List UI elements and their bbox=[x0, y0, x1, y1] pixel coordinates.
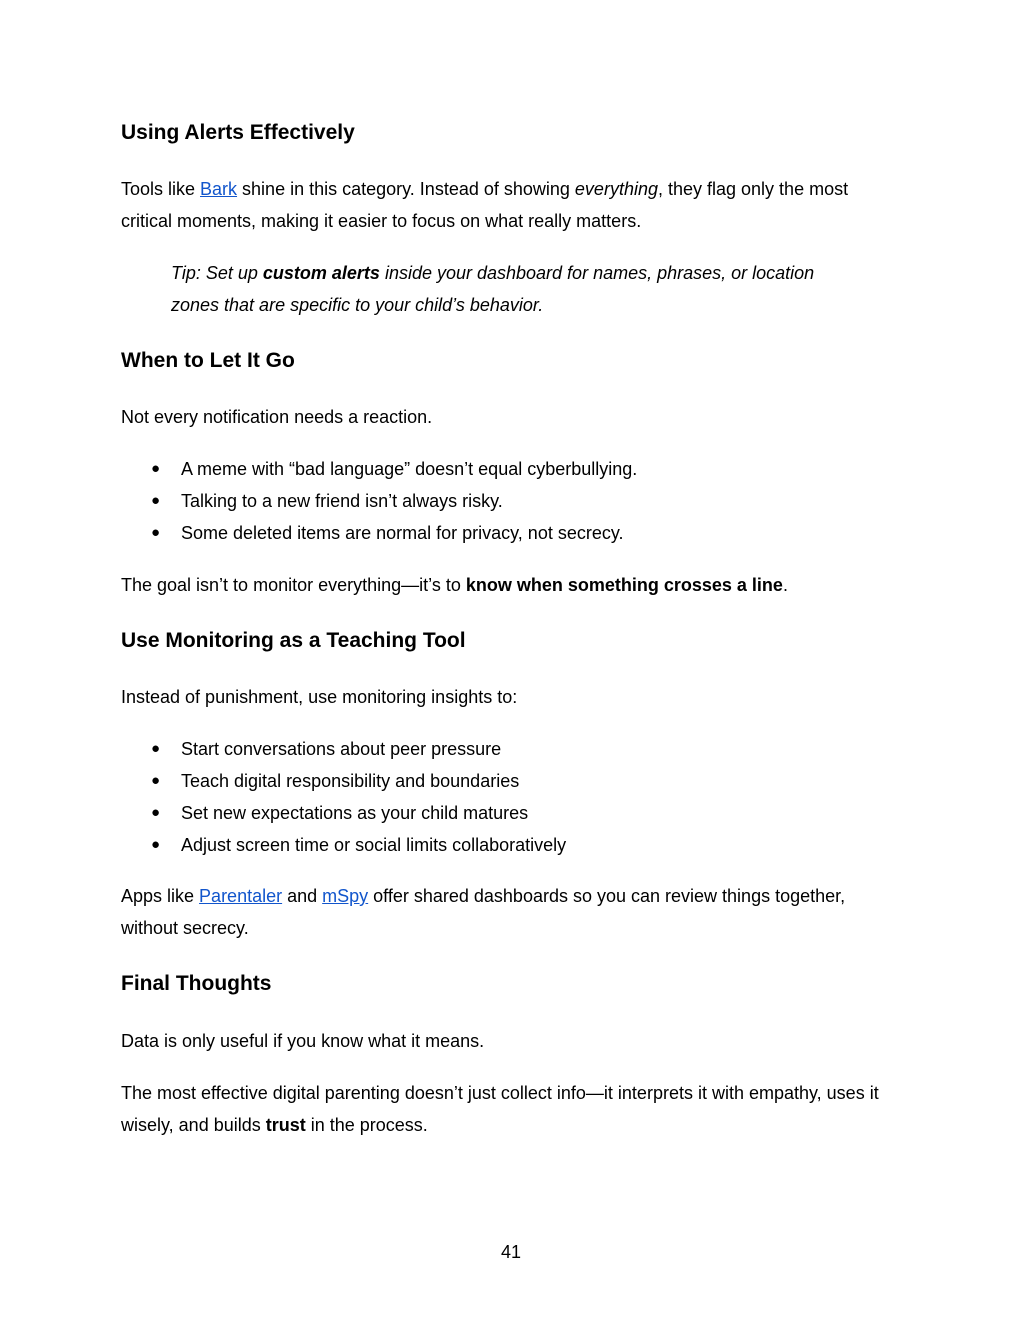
list-item: A meme with “bad language” doesn’t equal cyberbullying. bbox=[181, 459, 638, 479]
heading-using-alerts: Using Alerts Effectively bbox=[121, 121, 355, 144]
tip-line-2: zones that are specific to your child’s behavior. bbox=[171, 295, 544, 315]
heading-final-thoughts: Final Thoughts bbox=[121, 972, 272, 995]
text-segment: Apps like bbox=[121, 886, 200, 906]
list-item: Set new expectations as your child matures bbox=[181, 803, 529, 823]
page-number: 41 bbox=[501, 1242, 522, 1262]
bullet-icon: ● bbox=[151, 460, 161, 477]
mspy-link[interactable]: mSpy bbox=[322, 886, 369, 906]
final-paragraph-2-line-2 bbox=[121, 1114, 428, 1136]
alerts-paragraph-line-2: critical moments, making it easier to focus on what really matters. bbox=[121, 211, 642, 231]
text-segment: shine in this category. Instead of showing bbox=[237, 179, 575, 199]
text-segment: Tools like bbox=[121, 179, 201, 199]
strong-trust: trust bbox=[265, 1115, 306, 1135]
final-paragraph-1: Data is only useful if you know what it means. bbox=[121, 1031, 485, 1051]
letgo-intro: Not every notification needs a reaction. bbox=[121, 407, 433, 427]
text-segment: Tip: Set up bbox=[171, 263, 263, 283]
alerts-paragraph-line-1 bbox=[121, 178, 848, 200]
text-segment: , they flag only the most bbox=[657, 179, 849, 199]
strong-custom-alerts: custom alerts bbox=[262, 263, 380, 283]
text-segment: The goal isn’t to monitor everything—it’s to bbox=[121, 575, 466, 595]
bullet-icon: ● bbox=[151, 524, 161, 541]
text-segment: in the process. bbox=[305, 1115, 428, 1135]
list-item: Some deleted items are normal for privacy, not secrecy. bbox=[181, 523, 624, 543]
text-segment: offer shared dashboards so you can review things together, bbox=[368, 886, 846, 906]
text-segment: . bbox=[782, 575, 788, 595]
list-item: Talking to a new friend isn’t always risky. bbox=[181, 491, 503, 511]
text-segment: inside your dashboard for names, phrases, or location bbox=[379, 263, 815, 283]
parentaler-link[interactable]: Parentaler bbox=[199, 886, 283, 906]
strong-know-when: know when something crosses a line bbox=[465, 575, 783, 595]
teaching-intro: Instead of punishment, use monitoring insights to: bbox=[121, 687, 518, 707]
bark-link[interactable]: Bark bbox=[200, 179, 238, 199]
list-item: Adjust screen time or social limits collaboratively bbox=[181, 835, 567, 855]
apps-paragraph-line-2: without secrecy. bbox=[121, 918, 249, 938]
bullet-icon: ● bbox=[151, 740, 161, 757]
bullet-icon: ● bbox=[151, 836, 161, 853]
text-segment: wisely, and builds bbox=[121, 1115, 266, 1135]
heading-when-to-let-go: When to Let It Go bbox=[121, 349, 295, 372]
list-item: Teach digital responsibility and boundaries bbox=[181, 771, 520, 791]
list-item: Start conversations about peer pressure bbox=[181, 739, 502, 759]
bullet-icon: ● bbox=[151, 804, 161, 821]
bullet-icon: ● bbox=[151, 772, 161, 789]
text-segment: and bbox=[282, 886, 323, 906]
bullet-icon: ● bbox=[151, 492, 161, 509]
letgo-goal-paragraph bbox=[121, 574, 788, 596]
emphasis-everything: everything bbox=[574, 179, 658, 199]
tip-line-1 bbox=[171, 262, 814, 284]
final-paragraph-2-line-1: The most effective digital parenting doesn’t just collect info—it interprets it with empathy, uses it bbox=[121, 1083, 879, 1103]
heading-teaching-tool: Use Monitoring as a Teaching Tool bbox=[121, 629, 466, 652]
apps-paragraph-line-1 bbox=[121, 885, 845, 907]
